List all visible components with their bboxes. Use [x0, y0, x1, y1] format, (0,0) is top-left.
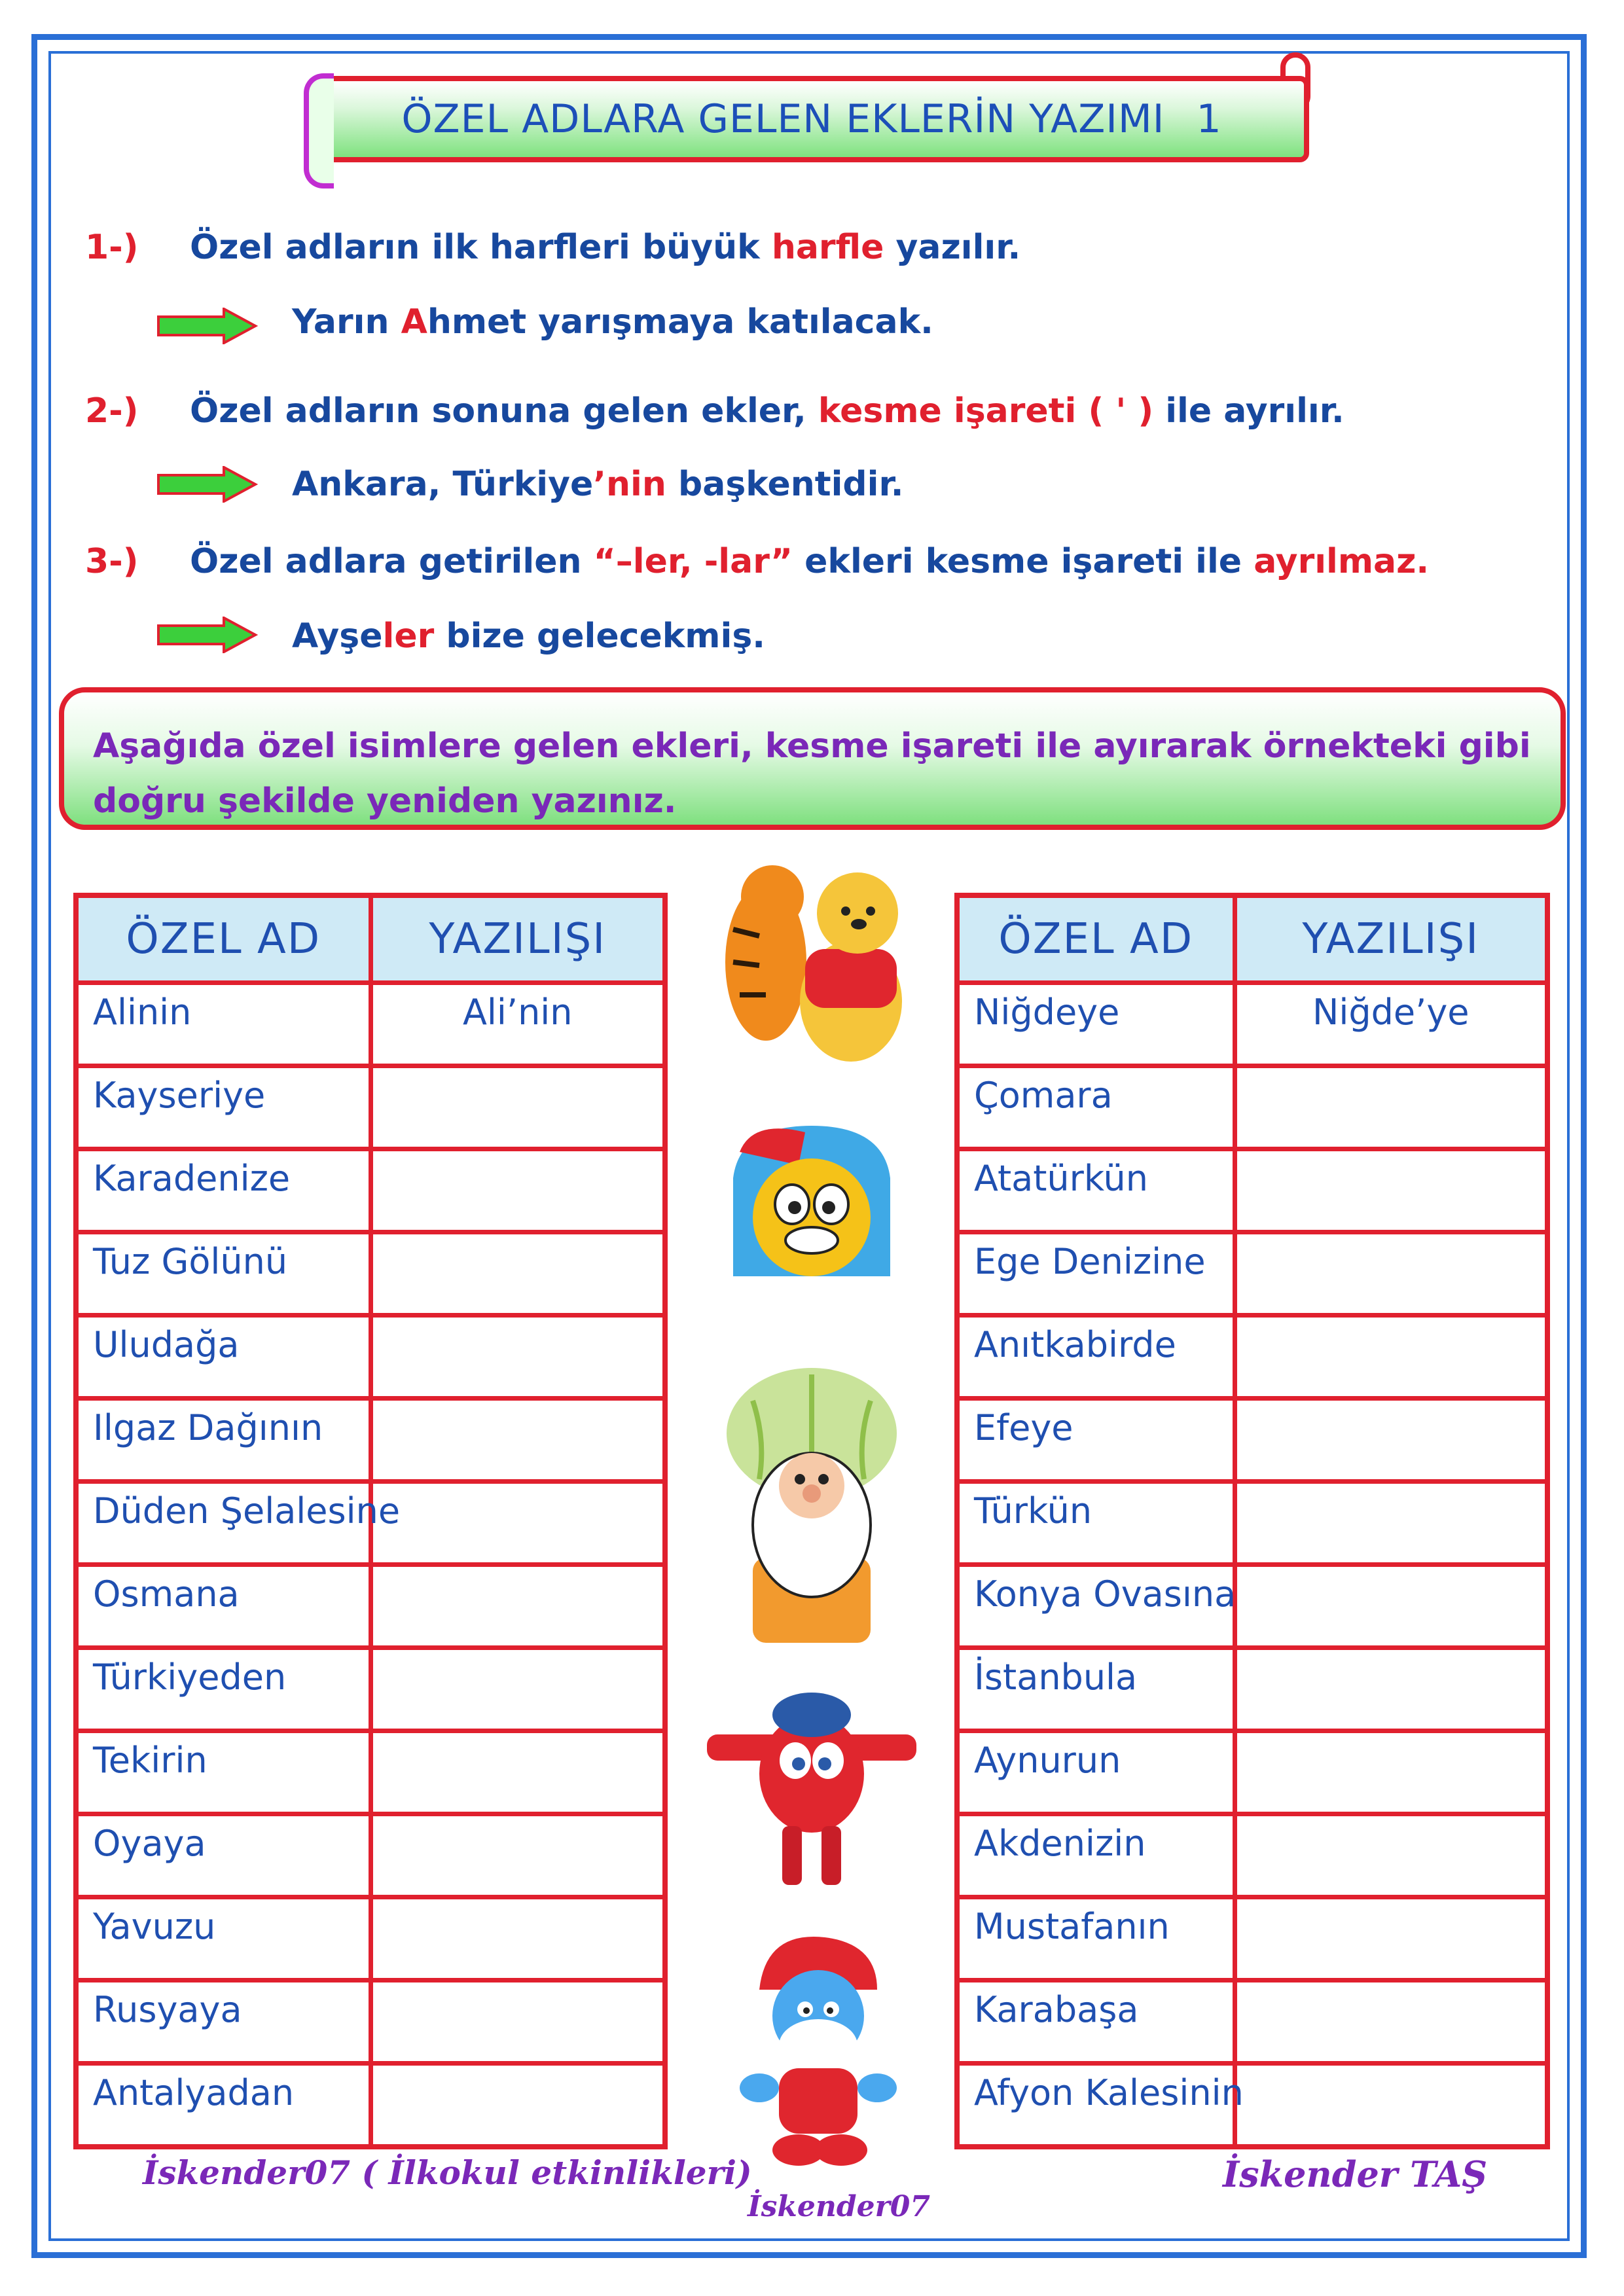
page-title-number: 1 — [1196, 96, 1222, 142]
answer-cell[interactable]: Ali’nin — [370, 983, 665, 1066]
rule-text: Özel adların ilk harfleri büyük — [190, 228, 772, 267]
rule-text-mid: ekleri kesme işareti ile — [793, 542, 1254, 581]
answer-cell[interactable] — [1235, 1565, 1547, 1648]
proper-noun-cell: İstanbula — [957, 1648, 1235, 1731]
answer-cell[interactable] — [1235, 1232, 1547, 1316]
answer-cell[interactable] — [1235, 1149, 1547, 1232]
page-title: ÖZEL ADLARA GELEN EKLERİN YAZIMI — [401, 96, 1165, 142]
table-row — [76, 1981, 665, 2064]
rule-text-end: ile ayrılır. — [1153, 391, 1344, 431]
table-row — [957, 1066, 1547, 1149]
banner-scroll-curl-left — [304, 73, 334, 188]
proper-noun-cell: Antalyadan — [76, 2064, 370, 2147]
rule-highlight: harfle — [771, 228, 884, 267]
proper-noun-cell: Tekirin — [76, 1731, 370, 1814]
table-row — [76, 1648, 665, 1731]
table-row — [957, 1981, 1547, 2064]
proper-noun-cell: Akdenizin — [957, 1814, 1235, 1897]
proper-noun-cell: Osmana — [76, 1565, 370, 1648]
header-yazilisi: YAZILIŞI — [370, 895, 665, 983]
proper-noun-cell: Uludağa — [76, 1316, 370, 1399]
table-row — [957, 1814, 1547, 1897]
rule-3 — [85, 542, 1429, 581]
proper-noun-cell: Afyon Kalesinin — [957, 2064, 1235, 2147]
table-row — [957, 1565, 1547, 1648]
answer-cell[interactable] — [370, 1814, 665, 1897]
table-row — [76, 1399, 665, 1482]
proper-noun-cell: Karabaşa — [957, 1981, 1235, 2064]
example-highlight: A — [401, 302, 427, 342]
answer-cell[interactable] — [370, 1482, 665, 1565]
table-row — [76, 1565, 665, 1648]
rule-2 — [85, 391, 1344, 431]
example-text-end: hmet yarışmaya katılacak. — [427, 302, 933, 342]
tigger-pooh-illustration-icon — [694, 851, 929, 1086]
proper-noun-cell: Alinin — [76, 983, 370, 1066]
answer-cell[interactable] — [370, 1981, 665, 2064]
proper-noun-cell: Ilgaz Dağının — [76, 1399, 370, 1482]
green-arrow-icon — [156, 617, 258, 653]
table-row — [957, 1149, 1547, 1232]
nasreddin-hodja-illustration-icon — [713, 1361, 910, 1649]
example-text-end: başkentidir. — [666, 465, 904, 504]
example-text: Ayşe — [292, 617, 383, 656]
proper-noun-cell: Efeye — [957, 1399, 1235, 1482]
rule-text-end: yazılır. — [884, 228, 1021, 267]
footer-right: İskender TAŞ — [1223, 2153, 1488, 2195]
answer-cell[interactable] — [370, 1399, 665, 1482]
rule-number: 3-) — [85, 542, 139, 581]
rule-number: 2-) — [85, 391, 139, 431]
answer-cell[interactable] — [1235, 1316, 1547, 1399]
table-row — [76, 2064, 665, 2147]
proper-noun-cell: Mustafanın — [957, 1897, 1235, 1981]
answer-cell[interactable] — [1235, 1981, 1547, 2064]
example-text: Ankara, Türkiye — [292, 465, 594, 504]
rule-quote: “–ler, -lar” — [593, 542, 793, 581]
answer-cell[interactable] — [1235, 1731, 1547, 1814]
green-arrow-icon — [156, 308, 258, 344]
proper-noun-cell: Atatürkün — [957, 1149, 1235, 1232]
header-yazilisi: YAZILIŞI — [1235, 895, 1547, 983]
example-text-end: bize gelecekmiş. — [434, 617, 766, 656]
proper-noun-cell: Çomara — [957, 1066, 1235, 1149]
table-row — [957, 983, 1547, 1066]
papa-smurf-illustration-icon — [727, 1924, 910, 2173]
left-exercise-table — [73, 893, 668, 2149]
proper-noun-cell: Ege Denizine — [957, 1232, 1235, 1316]
answer-cell[interactable] — [1235, 1648, 1547, 1731]
example-2 — [292, 465, 903, 504]
table-row — [76, 1814, 665, 1897]
example-3 — [292, 617, 765, 656]
table-row — [957, 1232, 1547, 1316]
title-banner — [314, 76, 1309, 162]
example-text: Yarın — [292, 302, 401, 342]
table-row — [76, 983, 665, 1066]
table-row — [76, 1066, 665, 1149]
table-row — [957, 1316, 1547, 1399]
answer-cell[interactable] — [370, 1565, 665, 1648]
proper-noun-cell: Düden Şelalesine — [76, 1482, 370, 1565]
answer-cell[interactable] — [370, 1897, 665, 1981]
answer-cell[interactable] — [370, 1648, 665, 1731]
proper-noun-cell: Aynurun — [957, 1731, 1235, 1814]
example-1 — [292, 302, 933, 342]
right-exercise-table — [954, 893, 1550, 2149]
rule-1 — [85, 228, 1020, 267]
green-arrow-icon — [156, 466, 258, 503]
rule-text: Özel adlara getirilen — [190, 542, 594, 581]
header-ozel-ad: ÖZEL AD — [957, 895, 1235, 983]
answer-cell[interactable] — [1235, 1814, 1547, 1897]
table-row — [957, 1482, 1547, 1565]
jett-plane-illustration-icon — [700, 1676, 923, 1898]
table-row — [957, 2064, 1547, 2147]
answer-cell[interactable] — [1235, 1482, 1547, 1565]
table-row — [76, 1897, 665, 1981]
rule-highlight: ayrılmaz. — [1254, 542, 1430, 581]
rule-highlight: kesme işareti ( ' ) — [818, 391, 1154, 431]
proper-noun-cell: Oyaya — [76, 1814, 370, 1897]
footer-center: İskender07 — [748, 2190, 930, 2223]
answer-cell[interactable] — [370, 1731, 665, 1814]
proper-noun-cell: Türkün — [957, 1482, 1235, 1565]
table-row — [76, 1149, 665, 1232]
header-ozel-ad: ÖZEL AD — [76, 895, 370, 983]
example-highlight: ’nin — [593, 465, 666, 504]
proper-noun-cell: Türkiyeden — [76, 1648, 370, 1731]
proper-noun-cell: Yavuzu — [76, 1897, 370, 1981]
answer-cell[interactable] — [370, 1232, 665, 1316]
answer-cell[interactable] — [1235, 1897, 1547, 1981]
table-row — [76, 1482, 665, 1565]
answer-cell[interactable] — [1235, 2064, 1547, 2147]
proper-noun-cell: Tuz Gölünü — [76, 1232, 370, 1316]
proper-noun-cell: Rusyaya — [76, 1981, 370, 2064]
instruction-box — [59, 687, 1566, 830]
table-row — [76, 1232, 665, 1316]
answer-cell[interactable] — [370, 1066, 665, 1149]
answer-cell[interactable] — [1235, 1399, 1547, 1482]
table-row — [957, 1399, 1547, 1482]
table-row — [76, 1316, 665, 1399]
proper-noun-cell: Konya Ovasına — [957, 1565, 1235, 1648]
answer-cell[interactable] — [370, 2064, 665, 2147]
table-row — [76, 1731, 665, 1814]
footer-left: İskender07 ( İlkokul etkinlikleri) — [143, 2153, 752, 2192]
answer-cell[interactable] — [370, 1149, 665, 1232]
proper-noun-cell: Kayseriye — [76, 1066, 370, 1149]
proper-noun-cell: Karadenize — [76, 1149, 370, 1232]
instruction-text: Aşağıda özel isimlere gelen ekleri, kesme işareti ile ayırarak örnekteki gibi doğru şekilde yeniden yazınız. — [93, 726, 1531, 821]
proper-noun-cell: Niğdeye — [957, 983, 1235, 1066]
table-row — [957, 1731, 1547, 1814]
cat-hood-illustration-icon — [713, 1113, 910, 1309]
answer-cell[interactable] — [1235, 1066, 1547, 1149]
answer-cell[interactable]: Niğde’ye — [1235, 983, 1547, 1066]
rule-number: 1-) — [85, 228, 139, 267]
table-row — [957, 1897, 1547, 1981]
answer-cell[interactable] — [370, 1316, 665, 1399]
table-row — [957, 1648, 1547, 1731]
example-highlight: ler — [382, 617, 435, 656]
rule-text: Özel adların sonuna gelen ekler, — [190, 391, 818, 431]
proper-noun-cell: Anıtkabirde — [957, 1316, 1235, 1399]
